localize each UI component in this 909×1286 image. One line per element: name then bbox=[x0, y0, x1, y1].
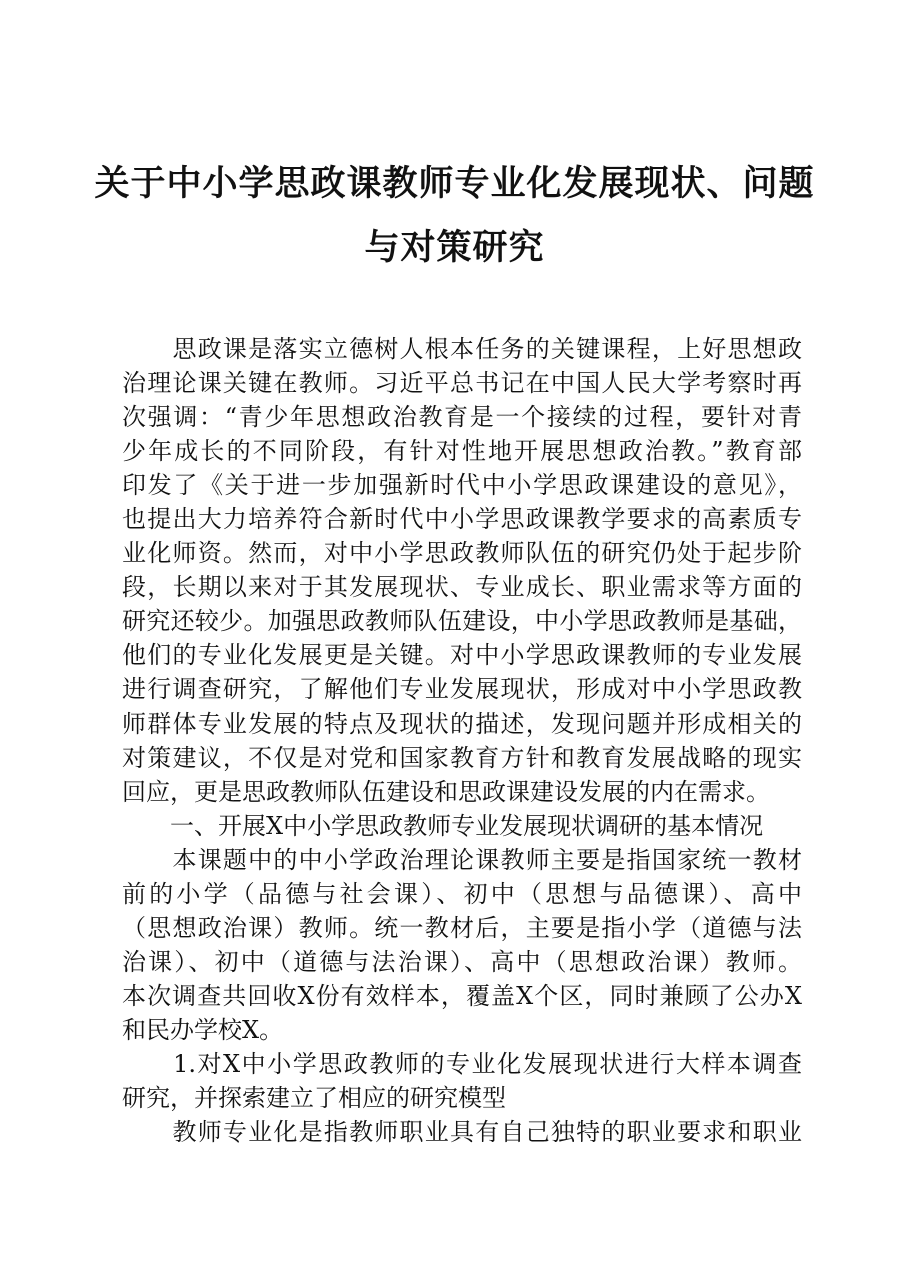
subsection-heading: 1.对X中小学思政教师的专业化发展现状进行大样本调查 bbox=[122, 1049, 802, 1078]
subsection-heading: 研究，并探索建立了相应的研究模型 bbox=[122, 1084, 506, 1113]
body-line: 段，长期以来对于其发展现状、专业成长、职业需求等方面的 bbox=[122, 573, 802, 602]
body-line: 师群体专业发展的特点及现状的描述，发现问题并形成相关的 bbox=[122, 709, 802, 738]
body-line: 印发了《关于进一步加强新时代中小学思政课建设的意见》， bbox=[122, 471, 802, 500]
document-title-line-1: 关于中小学思政课教师专业化发展现状、问题 bbox=[94, 164, 815, 204]
body-line: 和民办学校X。 bbox=[122, 1015, 284, 1044]
body-line: 也提出大力培养符合新时代中小学思政课教学要求的高素质专 bbox=[122, 505, 802, 534]
body-line: 本课题中的中小学政治理论课教师主要是指国家统一教材 bbox=[122, 845, 802, 874]
body-line: 思政课是落实立德树人根本任务的关键课程，上好思想政 bbox=[122, 335, 802, 363]
body-line: （思想政治课）教师。统一教材后，主要是指小学（道德与法 bbox=[122, 913, 802, 942]
section-heading: 一、开展X中小学思政教师专业发展现状调研的基本情况 bbox=[122, 811, 764, 840]
body-line: 次强调：“青少年思想政治教育是一个接续的过程，要针对青 bbox=[122, 403, 802, 432]
body-line: 业化师资。然而，对中小学思政教师队伍的研究仍处于起步阶 bbox=[122, 539, 802, 568]
body-line: 回应，更是思政教师队伍建设和思政课建设发展的内在需求。 bbox=[122, 777, 770, 806]
body-line: 少年成长的不同阶段，有针对性地开展思想政治教。”教育部 bbox=[122, 437, 802, 466]
body-line: 治课）、初中（道德与法治课）、高中（思想政治课）教师。 bbox=[122, 947, 802, 976]
body-line: 治理论课关键在教师。习近平总书记在中国人民大学考察时再 bbox=[122, 369, 802, 398]
body-line: 对策建议，不仅是对党和国家教育方针和教育发展战略的现实 bbox=[122, 743, 802, 772]
document-body bbox=[122, 332, 802, 1149]
document-title-line-2: 与对策研究 bbox=[364, 228, 545, 268]
body-line: 他们的专业化发展更是关键。对中小学思政课教师的专业发展 bbox=[122, 641, 802, 670]
body-line: 教师专业化是指教师职业具有自己独特的职业要求和职业 bbox=[122, 1118, 802, 1147]
body-line: 前的小学（品德与社会课）、初中（思想与品德课）、高中 bbox=[122, 879, 802, 908]
body-line: 本次调查共回收X份有效样本，覆盖X个区，同时兼顾了公办X bbox=[122, 981, 802, 1010]
body-line: 研究还较少。加强思政教师队伍建设，中小学思政教师是基础， bbox=[122, 607, 802, 636]
body-line: 进行调查研究，了解他们专业发展现状，形成对中小学思政教 bbox=[122, 675, 802, 704]
